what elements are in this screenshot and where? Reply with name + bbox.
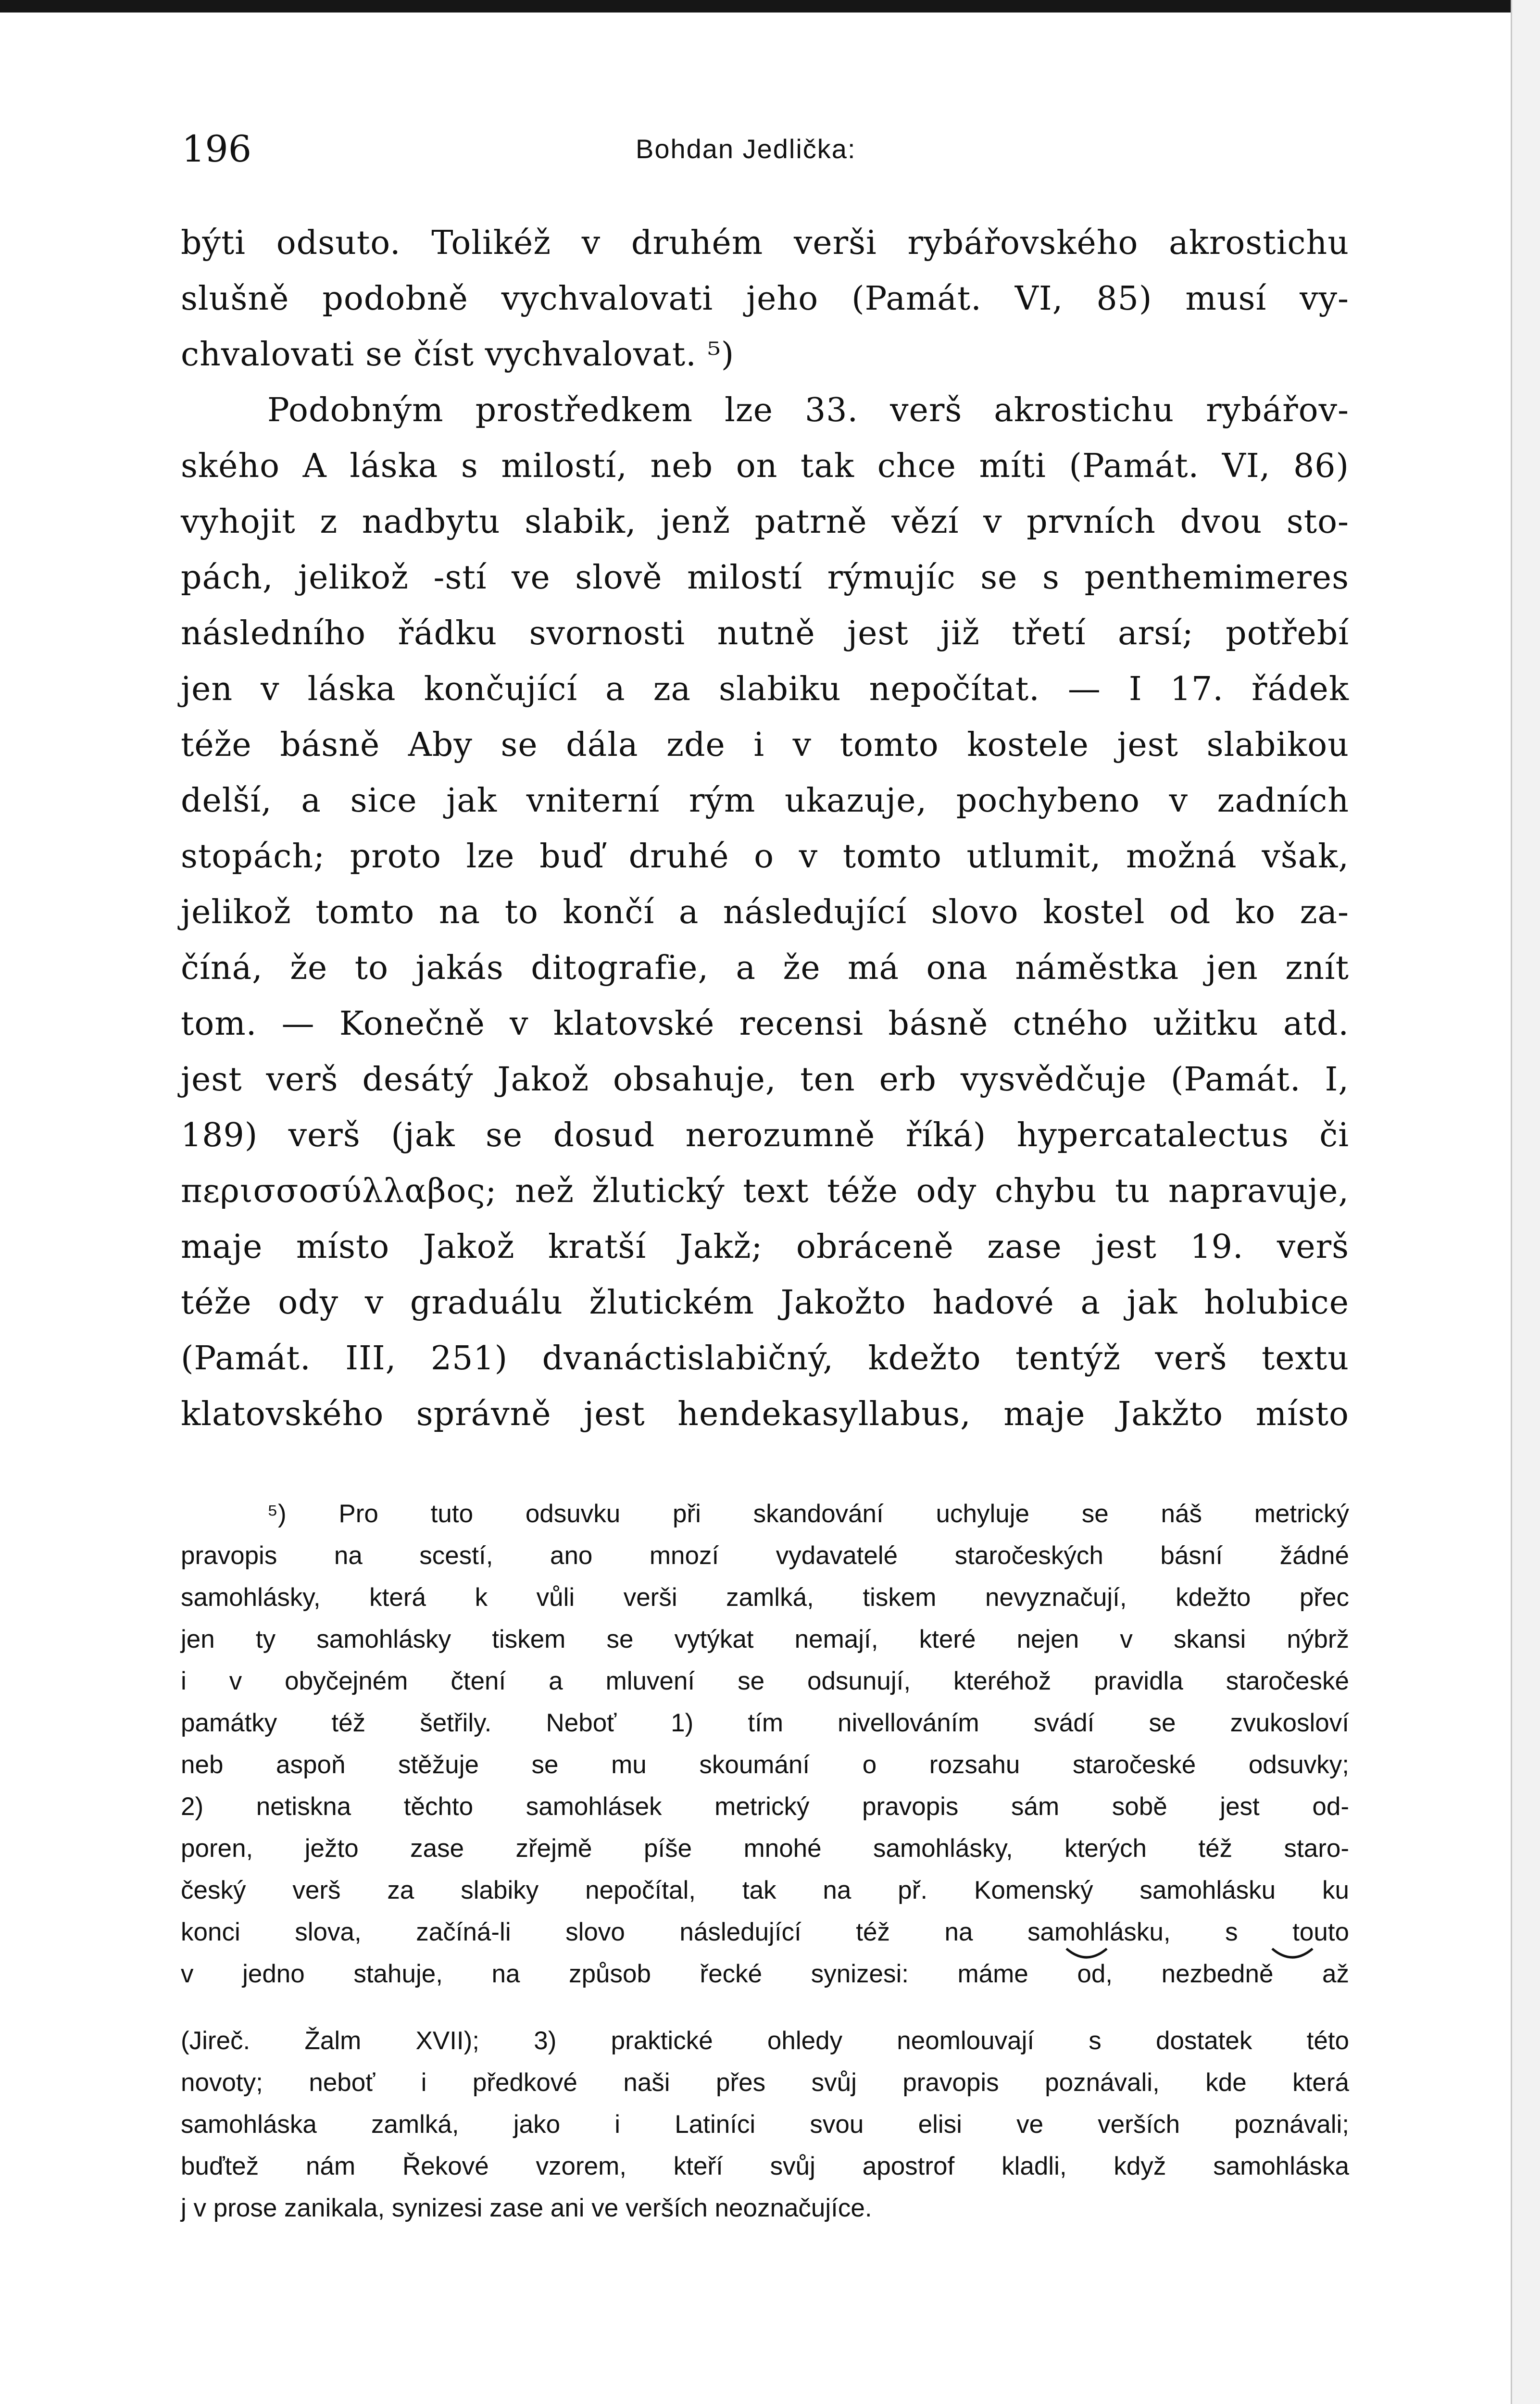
running-head: Bohdan Jedlička: [636, 134, 856, 164]
body-line: delší, a sice jak vniterní rým ukazuje, pochybeno v zadních [181, 782, 1349, 820]
body-line: chvalovati se číst vychvalovat. ⁵) [181, 336, 735, 374]
body-line: 189) verš (jak se dosud nerozumně říká) hypercatalectus či [181, 1116, 1349, 1154]
footnote-line: neb aspoň stěžuje se mu skoumání o rozsahu staročeské odsuvky; [181, 1751, 1349, 1779]
synizesis-tie-marks [0, 1945, 1540, 1974]
footnote-line: konci slova, začíná-li slovo následující též na samohlásku, s touto [181, 1918, 1349, 1946]
body-line: jen v láska končující a za slabiku nepočítat. — I 17. řádek [181, 670, 1349, 708]
footnote-line: jen ty samohlásky tiskem se vytýkat nemají, které nejen v skansi nýbrž [181, 1625, 1349, 1653]
body-line: jelikož tomto na to končí a následující slovo kostel od ko za- [181, 893, 1349, 931]
body-line: téže ody v graduálu žlutickém Jakožto hadové a jak holubice [181, 1284, 1349, 1322]
body-line: klatovského správně jest hendekasyllabus, maje Jakžto místo [181, 1395, 1349, 1433]
body-line: následního řádku svornosti nutně jest již třetí arsí; potřebí [181, 614, 1349, 652]
footnotes [181, 1493, 1349, 2229]
footnote-line: pravopis na scestí, ano mnozí vydavatelé staročeských básní žádné [181, 1541, 1349, 1570]
footnote-line: novoty; neboť i předkové naši přes svůj pravopis poznávali, kde která [181, 2068, 1349, 2097]
body-line: Podobným prostředkem lze 33. verš akrostichu rybářov- [267, 391, 1349, 429]
body-line: číná, že to jakás ditografie, a že má ona náměstka jen znít [181, 949, 1349, 987]
body-line: vyhojit z nadbytu slabik, jenž patrně vězí v prvních dvou sto- [181, 503, 1349, 541]
page-number: 196 [182, 127, 252, 170]
footnote-line: 2) netiskna těchto samohlásek metrický pravopis sám sobě jest od- [181, 1792, 1349, 1821]
body-text [181, 215, 1349, 1442]
body-line: stopách; proto lze buď druhé o v tomto utlumit, možná však, [181, 838, 1349, 876]
body-line: jest verš desátý Jakož obsahuje, ten erb vysvědčuje (Památ. I, [181, 1061, 1349, 1099]
footnote-line: i v obyčejném čtení a mluvení se odsunují, kteréhož pravidla staročeské [181, 1667, 1349, 1695]
body-line: (Památ. III, 251) dvanáctislabičný, kdežto tentýž verš textu [181, 1340, 1349, 1377]
body-line: ského A láska s milostí, neb on tak chce míti (Památ. VI, 86) [181, 447, 1349, 485]
body-line: býti odsuto. Tolikéž v druhém verši rybářovského akrostichu [181, 224, 1349, 262]
body-line: pách, jelikož -stí ve slově milostí rýmujíc se s penthemimeres [181, 559, 1349, 597]
footnote-line: samohláska zamlká, jako i Latiníci svou elisi ve verších poznávali; [181, 2110, 1349, 2139]
footnote-line: j v prose zanikala, synizesi zase ani ve verších neoznačujíce. [181, 2194, 872, 2222]
body-line: tom. — Konečně v klatovské recensi básně ctného užitku atd. [181, 1005, 1349, 1043]
synizesis-tie-gap [181, 1995, 1349, 2020]
scan-top-edge [0, 0, 1540, 13]
scan-right-margin [1511, 0, 1540, 2404]
footnote-line: samohlásky, která k vůli verši zamlká, tiskem nevyznačují, kdežto přec [181, 1583, 1349, 1612]
footnote-line: (Jireč. Žalm XVII); 3) praktické ohledy neomlouvají s dostatek této [181, 2027, 1349, 2055]
tie-mark-nezbedne-az [1272, 1949, 1313, 1957]
tie-mark-mame-od [1066, 1949, 1107, 1957]
footnote-line: buďtež nám Řekové vzorem, kteří svůj apostrof kladli, když samohláska [181, 2152, 1349, 2180]
footnote-line: ⁵) Pro tuto odsuvku při skandování uchyluje se náš metrický [267, 1500, 1349, 1528]
body-line: téže básně Aby se dála zde i v tomto kostele jest slabikou [181, 726, 1349, 764]
footnote-line: v jedno stahuje, na způsob řecké synizesi: máme od, nezbedně až [181, 1960, 1349, 1988]
body-line: slušně podobně vychvalovati jeho (Památ. VI, 85) musí vy- [181, 280, 1349, 318]
body-line: maje místo Jakož kratší Jakž; obráceně zase jest 19. verš [181, 1228, 1349, 1266]
footnote-line: poren, ježto zase zřejmě píše mnohé samohlásky, kterých též staro- [181, 1834, 1349, 1863]
footnote-line: památky též šetřily. Neboť 1) tím nivellováním svádí se zvukosloví [181, 1709, 1349, 1737]
footnote-line: český verš za slabiky nepočítal, tak na př. Komenský samohlásku ku [181, 1876, 1349, 1904]
body-line: περισσοσύλλαβος; než žlutický text téže ody chybu tu napravuje, [181, 1172, 1349, 1210]
